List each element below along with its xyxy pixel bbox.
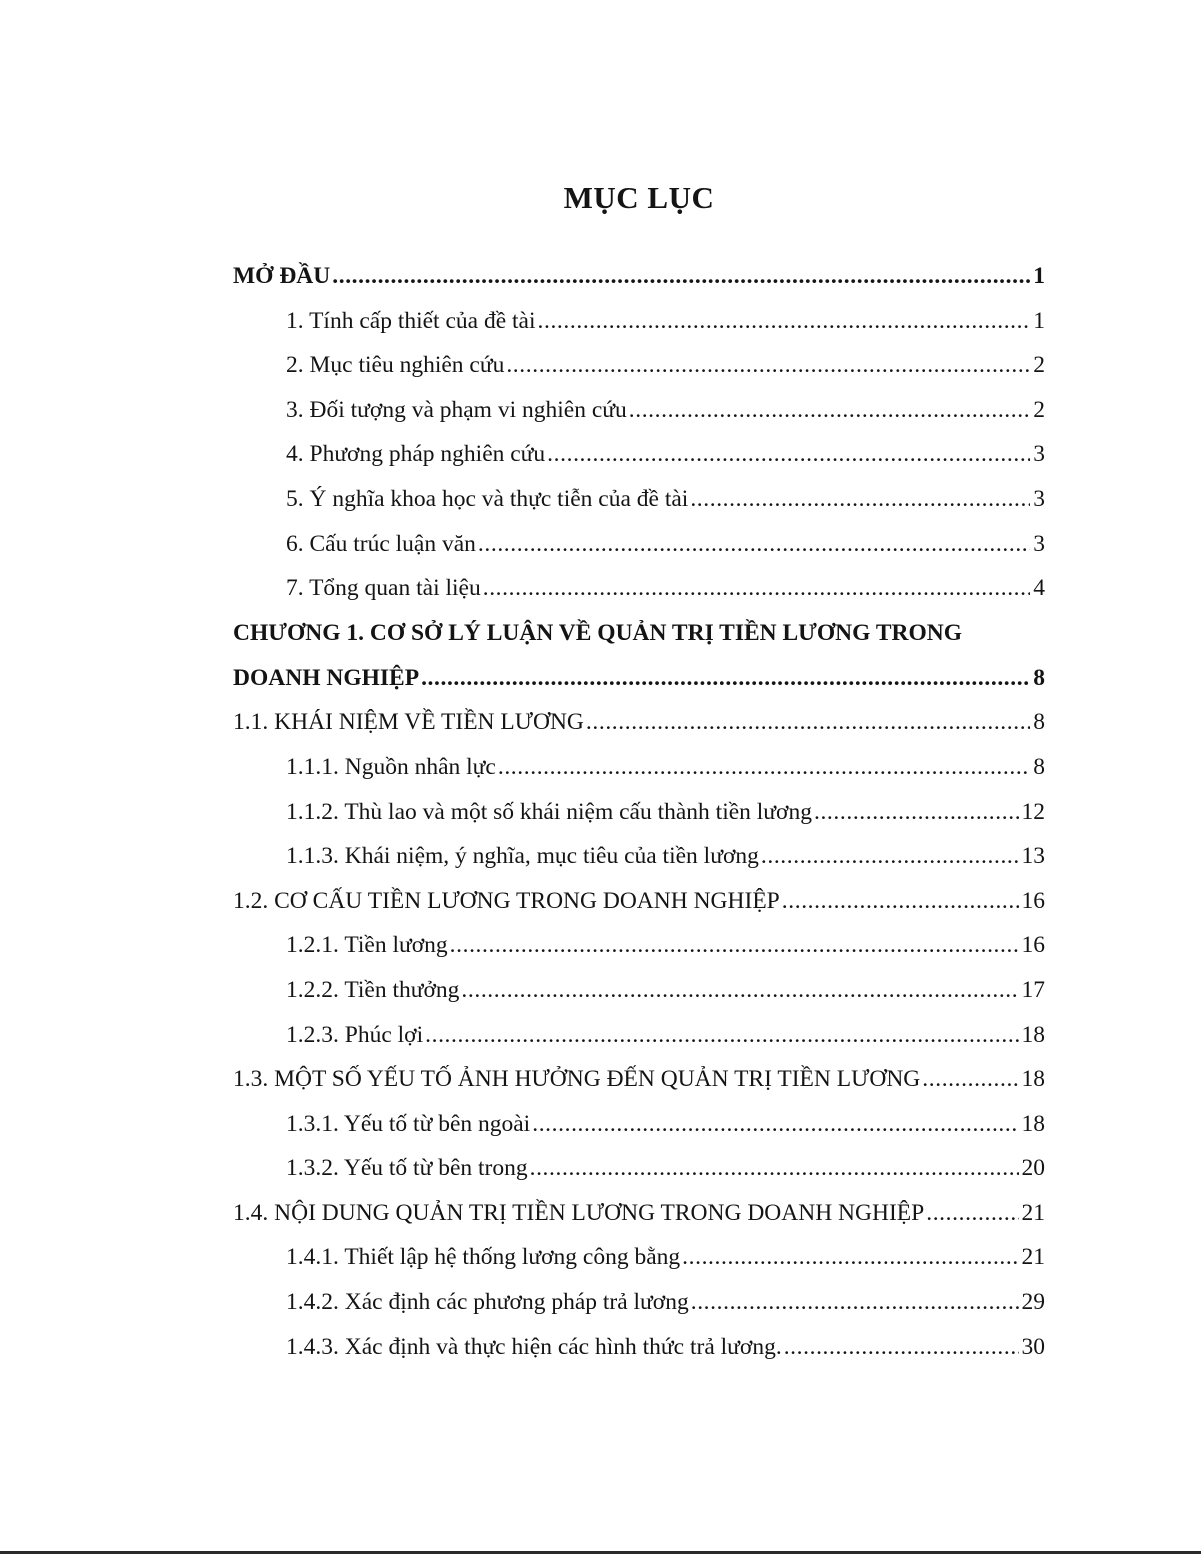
toc-entry[interactable] [233, 1013, 1045, 1058]
toc-entry-label: 1.3.2. Yếu tố từ bên trong [286, 1155, 528, 1182]
toc-leader-dots [782, 879, 1019, 924]
toc-leader-dots [629, 388, 1031, 433]
toc-entry-label: 1.2. CƠ CẤU TIỀN LƯƠNG TRONG DOANH NGHIỆP [233, 887, 780, 914]
toc-entry-label: 1. Tính cấp thiết của đề tài [286, 307, 536, 334]
toc-entry-label: 3. Đối tượng và phạm vi nghiên cứu [286, 396, 627, 423]
toc-leader-dots [784, 1325, 1019, 1370]
toc-page-number: 17 [1021, 976, 1045, 1003]
toc-page-number: 18 [1021, 1066, 1045, 1093]
toc-leader-dots [532, 1102, 1018, 1147]
toc-page-number: 21 [1021, 1199, 1045, 1226]
toc-page-number: 8 [1033, 709, 1045, 736]
toc-leader-dots [922, 1057, 1018, 1102]
toc-entry[interactable] [233, 1280, 1045, 1325]
toc-entry-section[interactable] [233, 1057, 1045, 1102]
toc-leader-dots [450, 923, 1019, 968]
toc-entry-label: 1.2.2. Tiền thưởng [286, 976, 460, 1003]
toc-page-number: 3 [1033, 530, 1045, 557]
toc-leader-dots [483, 566, 1031, 611]
toc-entry-label: 1.4.3. Xác định và thực hiện các hình thức trả lương. [286, 1333, 782, 1360]
toc-entry-section[interactable] [233, 700, 1045, 745]
toc-entry[interactable] [233, 834, 1045, 879]
toc-entry[interactable] [233, 566, 1045, 611]
toc-page-number: 1 [1033, 307, 1045, 334]
toc-entry[interactable] [233, 477, 1045, 522]
toc-page-number: 30 [1021, 1333, 1045, 1360]
toc-entry-section[interactable] [233, 1191, 1045, 1236]
toc-leader-dots [926, 1191, 1018, 1236]
toc-page-number: 3 [1033, 441, 1045, 468]
toc-entry[interactable] [233, 343, 1045, 388]
toc-page-number: 20 [1021, 1155, 1045, 1182]
toc-chapter-heading-line[interactable] [233, 611, 1045, 656]
toc-entry-label: 1.4.1. Thiết lập hệ thống lương công bằng [286, 1244, 681, 1271]
toc-page-number: 8 [1033, 753, 1045, 780]
toc-leader-dots [478, 522, 1030, 567]
toc-page-number: 16 [1021, 932, 1045, 959]
toc-page-number: 13 [1021, 843, 1045, 870]
toc-entry-label: 6. Cấu trúc luận văn [286, 530, 476, 557]
toc-entry-label: 1.1.2. Thù lao và một số khái niệm cấu thành tiền lương [286, 798, 812, 825]
toc-entry-label: 1.4.2. Xác định các phương pháp trả lương [286, 1289, 689, 1316]
toc-page-number: 12 [1021, 798, 1045, 825]
toc-entry[interactable] [233, 923, 1045, 968]
toc-entry-label: 1.1. KHÁI NIỆM VỀ TIỀN LƯƠNG [233, 709, 584, 736]
toc-leader-dots [421, 656, 1030, 701]
toc-entry-label: 1.1.1. Nguồn nhân lực [286, 753, 496, 780]
toc-entry[interactable] [233, 1146, 1045, 1191]
toc-leader-dots [538, 299, 1031, 344]
toc-entry[interactable] [233, 1325, 1045, 1370]
toc-leader-dots [547, 432, 1030, 477]
toc-entry-intro[interactable] [233, 254, 1045, 299]
toc-entry[interactable] [233, 299, 1045, 344]
toc-leader-dots [332, 254, 1030, 299]
toc-entry[interactable] [233, 1235, 1045, 1280]
toc-leader-dots [506, 343, 1030, 388]
toc-entry[interactable] [233, 745, 1045, 790]
toc-entry-label: 2. Mục tiêu nghiên cứu [286, 352, 505, 379]
toc-entry-chapter[interactable] [233, 656, 1045, 701]
toc-page-number: 18 [1021, 1110, 1045, 1137]
toc-leader-dots [461, 968, 1018, 1013]
toc-entry[interactable] [233, 968, 1045, 1013]
toc-entry[interactable] [233, 1102, 1045, 1147]
toc-entry-label: 1.2.3. Phúc lợi [286, 1021, 424, 1048]
toc-entry-section[interactable] [233, 879, 1045, 924]
toc-entry-label: 4. Phương pháp nghiên cứu [286, 441, 546, 468]
toc-leader-dots [761, 834, 1019, 879]
toc-entry-label: 1.3.1. Yếu tố từ bên ngoài [286, 1110, 531, 1137]
toc-entry-label: MỞ ĐẦU [233, 263, 331, 289]
toc-entry-label: 7. Tổng quan tài liệu [286, 575, 481, 602]
toc-entry[interactable] [233, 790, 1045, 835]
toc-page-number: 1 [1033, 263, 1045, 289]
toc-entry[interactable] [233, 522, 1045, 567]
toc-leader-dots [691, 1280, 1019, 1325]
toc-entry-label: 5. Ý nghĩa khoa học và thực tiễn của đề tài [286, 485, 689, 512]
toc-page-number: 21 [1021, 1244, 1045, 1271]
toc-page-number: 29 [1021, 1289, 1045, 1316]
toc-leader-dots [690, 477, 1030, 522]
toc-leader-dots [425, 1013, 1018, 1058]
toc-chapter-label: CHƯƠNG 1. CƠ SỞ LÝ LUẬN VỀ QUẢN TRỊ TIỀN LƯƠNG TRONG [233, 619, 963, 646]
toc-page-number: 8 [1033, 664, 1045, 691]
toc-page-number: 3 [1033, 485, 1045, 512]
toc-entry-label: 1.4. NỘI DUNG QUẢN TRỊ TIỀN LƯƠNG TRONG DOANH NGHIỆP [233, 1199, 925, 1226]
table-of-contents [233, 254, 1045, 1369]
toc-page-number: 18 [1021, 1021, 1045, 1048]
toc-page-number: 16 [1021, 887, 1045, 914]
toc-leader-dots [682, 1235, 1018, 1280]
toc-page-number: 4 [1033, 575, 1045, 602]
toc-entry-label: DOANH NGHIỆP [233, 664, 420, 691]
toc-leader-dots [530, 1146, 1019, 1191]
toc-entry[interactable] [233, 388, 1045, 433]
toc-page-number: 2 [1033, 396, 1045, 423]
toc-entry-label: 1.1.3. Khái niệm, ý nghĩa, mục tiêu của tiền lương [286, 843, 759, 870]
page-title: MỤC LỤC [563, 180, 715, 215]
toc-leader-dots [586, 700, 1030, 745]
toc-page-number: 2 [1033, 352, 1045, 379]
toc-entry-label: 1.2.1. Tiền lương [286, 932, 448, 959]
toc-entry[interactable] [233, 432, 1045, 477]
toc-leader-dots [498, 745, 1030, 790]
toc-leader-dots [814, 790, 1019, 835]
toc-entry-label: 1.3. MỘT SỐ YẾU TỐ ẢNH HƯỞNG ĐẾN QUẢN TRỊ TIỀN LƯƠNG [233, 1066, 921, 1093]
